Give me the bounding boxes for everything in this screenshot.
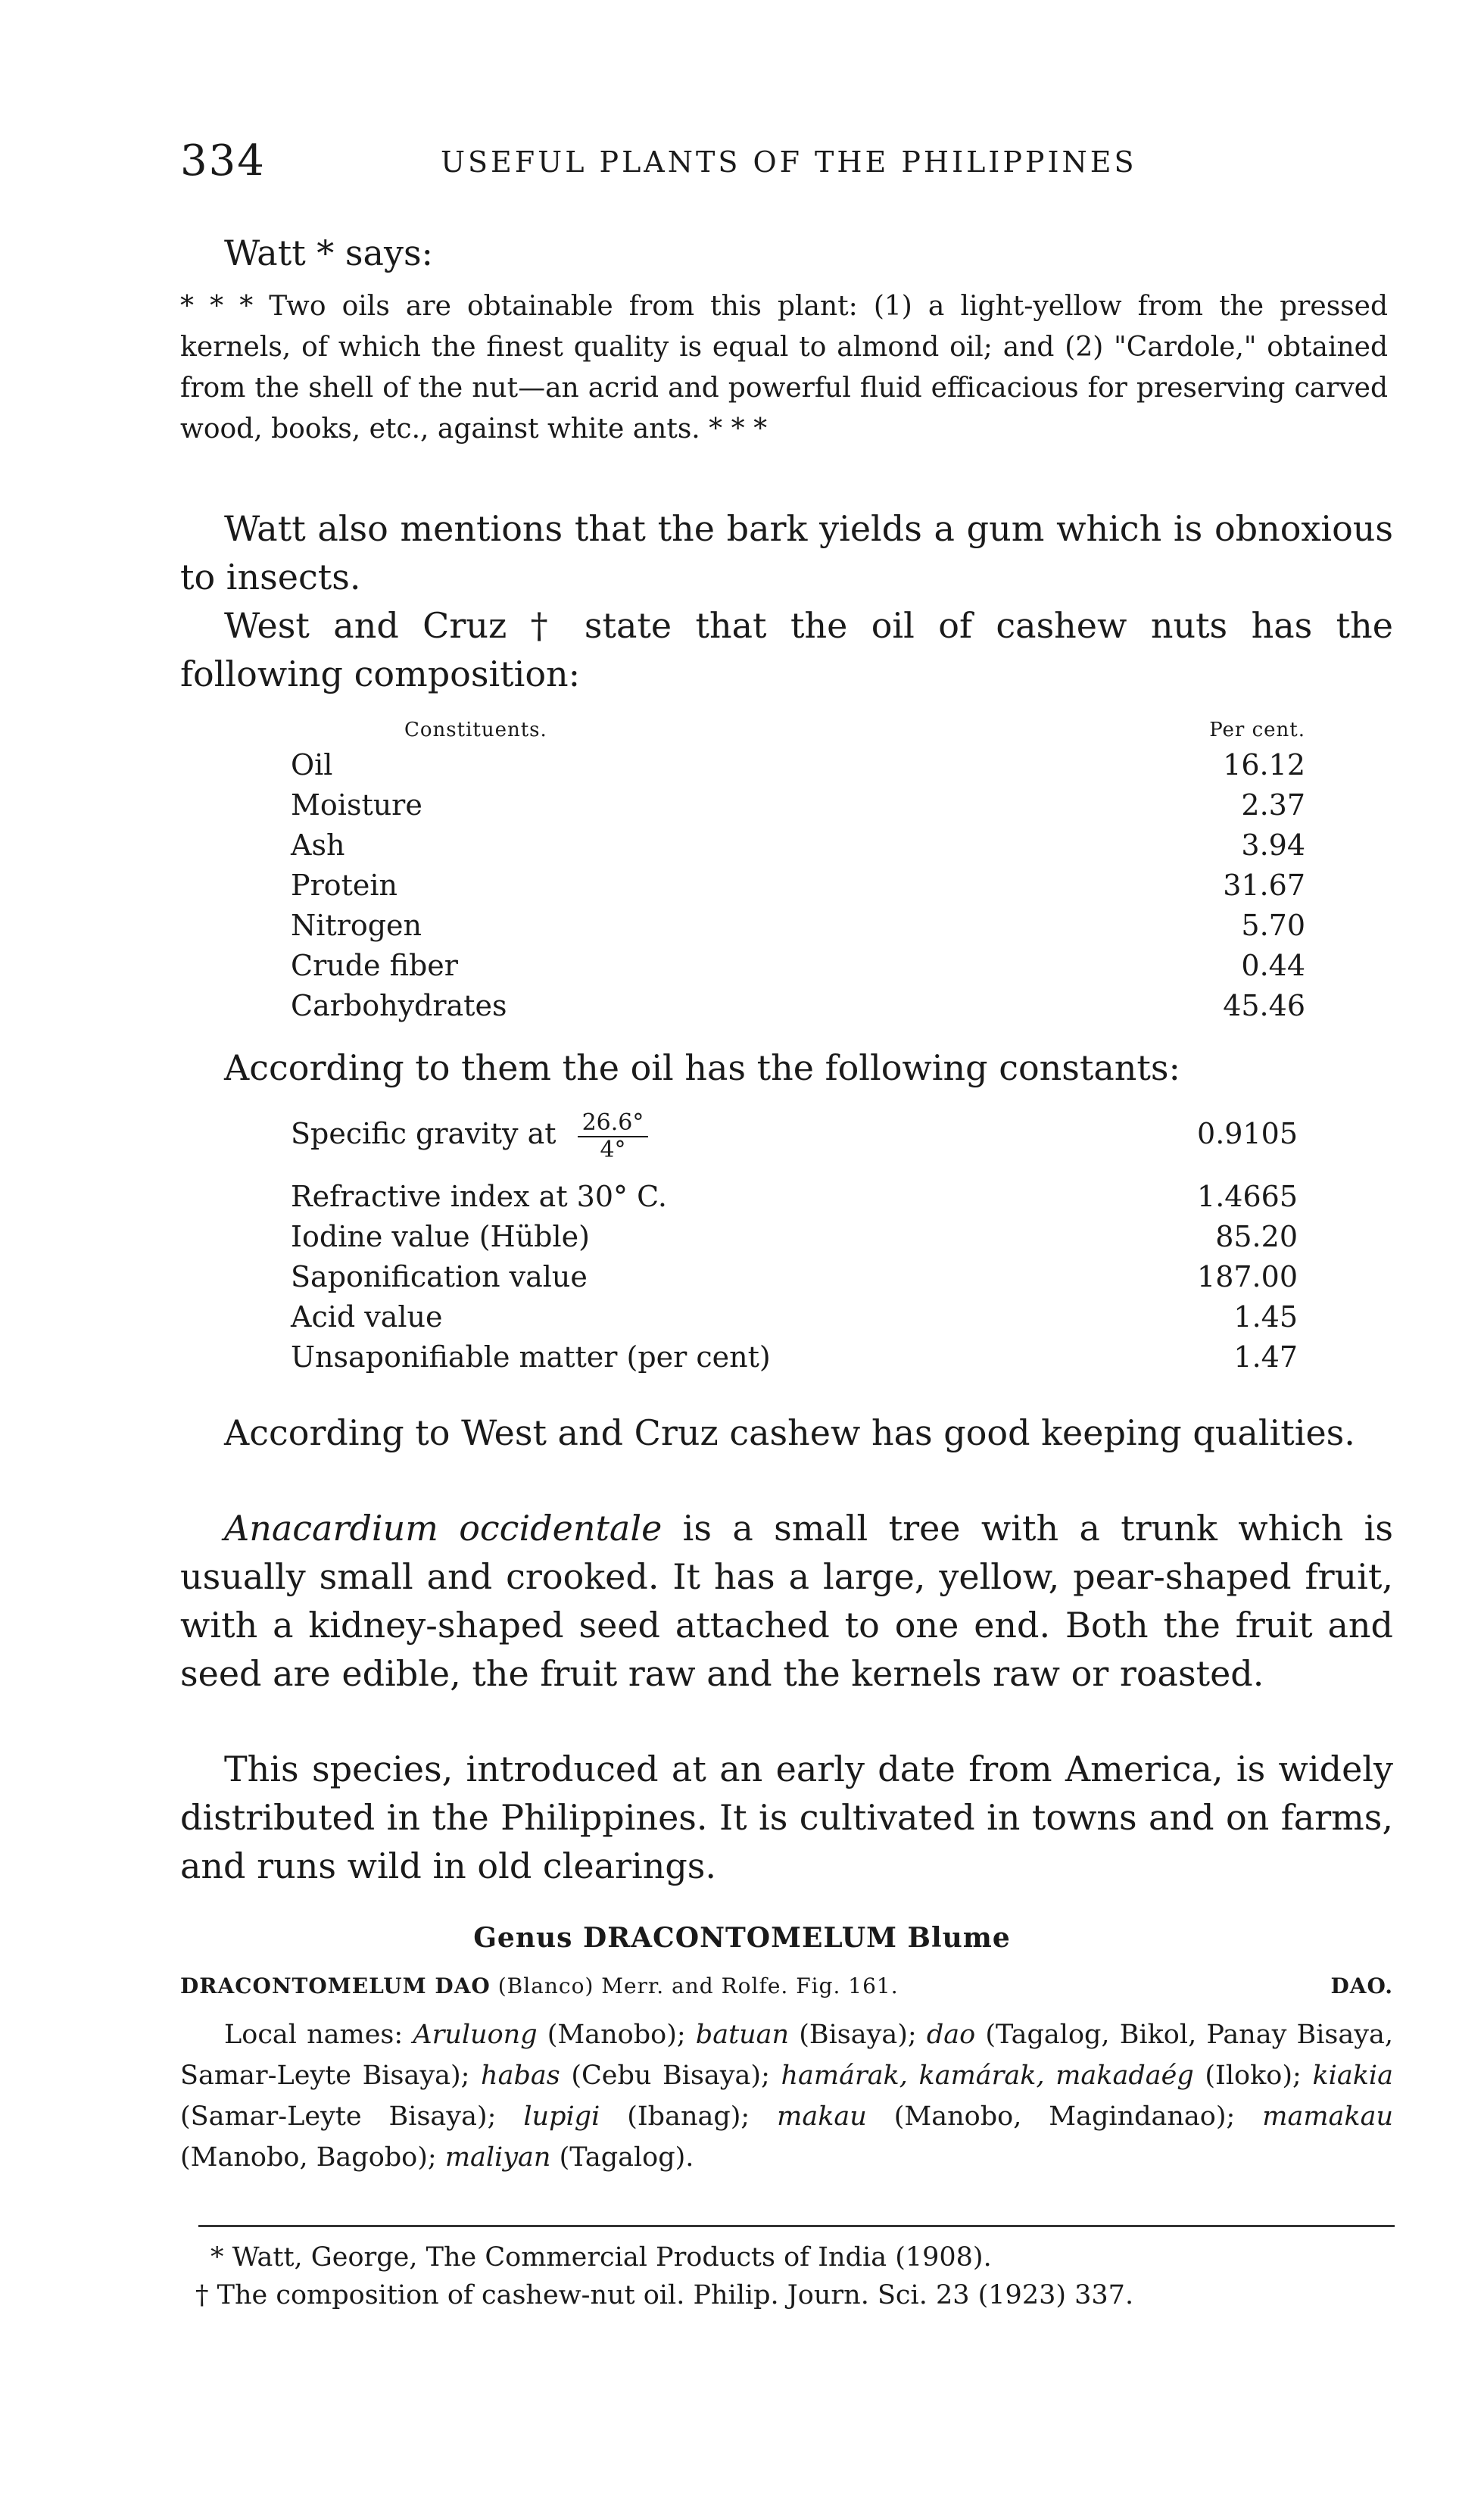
species-entry <box>180 1973 1393 1998</box>
composition-table <box>291 715 1305 1026</box>
local-name-region: (Ibanag); <box>600 2101 778 2132</box>
constants-name: Refractive index at 30° C. <box>291 1179 667 1213</box>
composition-value: 0.44 <box>1241 949 1305 982</box>
local-name: batuan <box>695 2020 790 2050</box>
composition-value: 45.46 <box>1223 989 1305 1022</box>
local-name-region: (Manobo, Magindanao); <box>866 2101 1263 2132</box>
constants-value: 1.47 <box>1233 1340 1298 1374</box>
constants-row <box>291 1297 1298 1337</box>
paragraph-constants: According to them the oil has the following constants: <box>224 1047 1181 1088</box>
constants-name: Saponification value <box>291 1259 588 1293</box>
constants-row <box>291 1217 1298 1257</box>
local-name-region: (Samar-Leyte Bisaya); <box>180 2101 524 2132</box>
species-short-name: DAO. <box>1330 1973 1393 1998</box>
local-name-region: (Bisaya); <box>789 2020 927 2050</box>
composition-name: Crude fiber <box>291 949 458 982</box>
gravity-numerator: 26.6° <box>578 1110 649 1137</box>
local-name: kiakia <box>1312 2061 1393 2091</box>
composition-row <box>291 986 1305 1026</box>
local-name-region: (Cebu Bisaya); <box>560 2061 781 2091</box>
composition-rows <box>291 745 1305 1026</box>
composition-row <box>291 906 1305 946</box>
paragraph-bark: Watt also mentions that the bark yields a gum which is obnoxious to insects. <box>180 508 1393 597</box>
composition-row <box>291 866 1305 906</box>
constants-value: 1.4665 <box>1197 1179 1298 1213</box>
local-name: dao <box>926 2020 976 2050</box>
gravity-denominator: 4° <box>600 1136 626 1163</box>
composition-name: Oil <box>291 748 333 782</box>
local-name: Aruluong <box>413 2020 538 2050</box>
local-names-label: Local names: <box>224 2020 413 2050</box>
local-name: lupigi <box>523 2101 600 2132</box>
constants-row <box>291 1337 1298 1377</box>
paragraph-composition: West and Cruz † state that the oil of cashew nuts has the following composition: <box>180 605 1393 694</box>
constants-row <box>291 1177 1298 1217</box>
constants-value: 85.20 <box>1215 1219 1298 1253</box>
running-title: USEFUL PLANTS OF THE PHILIPPINES <box>441 145 1137 179</box>
local-name-region: (Tagalog, Bikol, Panay Bisaya, Samar-Leyte Bisaya); <box>180 2020 1394 2091</box>
gravity-label: Specific gravity at <box>291 1117 556 1150</box>
composition-row <box>291 946 1305 986</box>
constants-name: Iodine value (Hüble) <box>291 1219 590 1253</box>
local-name-region: (Manobo, Bagobo); <box>180 2142 445 2173</box>
constants-name: Acid value <box>291 1299 443 1334</box>
composition-header <box>291 715 1305 745</box>
local-name: mamakau <box>1262 2101 1393 2132</box>
constants-name: Unsaponifiable matter (per cent) <box>291 1340 771 1374</box>
composition-name: Protein <box>291 869 398 902</box>
footnote-watt: * Watt, George, The Commercial Products of India (1908). <box>210 2242 992 2273</box>
gravity-fraction <box>578 1110 649 1163</box>
species-authority: (Blanco) Merr. and Rolfe. Fig. 161. <box>497 1973 899 1998</box>
footnote-west-cruz: † The composition of cashew-nut oil. Philip. Journ. Sci. 23 (1923) 337. <box>195 2280 1134 2310</box>
local-name-region: (Iloko); <box>1193 2061 1313 2091</box>
local-names <box>180 2014 1393 2178</box>
local-name: habas <box>481 2061 560 2091</box>
local-name: maliyan <box>444 2142 551 2173</box>
composition-value: 2.37 <box>1241 788 1305 822</box>
composition-name: Ash <box>291 828 345 862</box>
paragraph-keeping: According to West and Cruz cashew has good keeping qualities. <box>224 1412 1355 1453</box>
gravity-value: 0.9105 <box>1197 1117 1298 1150</box>
paragraph-distribution: This species, introduced at an early date from America, is widely distributed in the Philippines. It is cultivated in towns and on farms, and runs wild in old clearings. <box>180 1749 1393 1886</box>
percent-header: Per cent. <box>1209 719 1305 741</box>
constants-rows <box>291 1177 1298 1377</box>
genus-heading: Genus DRACONTOMELUM Blume <box>473 1922 1011 1954</box>
composition-value: 16.12 <box>1223 748 1305 782</box>
local-name-region: (Tagalog). <box>550 2142 694 2173</box>
local-name-region: (Manobo); <box>537 2020 696 2050</box>
composition-name: Nitrogen <box>291 909 422 942</box>
constituents-header: Constituents. <box>404 719 547 741</box>
composition-value: 31.67 <box>1223 869 1305 902</box>
paragraph-species: Anacardium occidentale is a small tree with a trunk which is usually small and crooked. It has a large, yellow, pear-shaped fruit, with a kidney-shaped seed attached to one end. Both the fruit and seed are edible, the fruit raw and the kernels raw or roasted. <box>180 1508 1393 1694</box>
watt-quote: * * * Two oils are obtainable from this plant: (1) a light-yellow from the pressed kernels, of which the finest quality is equal to almond oil; and (2) "Cardole," obtained from the shell of the nut—an acrid and powerful fluid efficacious for preserving carved wood, books, etc., against white ants. * * * <box>180 291 1388 445</box>
constants-value: 1.45 <box>1233 1299 1298 1334</box>
composition-value: 5.70 <box>1241 909 1305 942</box>
composition-row <box>291 825 1305 866</box>
constants-table <box>291 1107 1298 1377</box>
composition-value: 3.94 <box>1241 828 1305 862</box>
intro-line: Watt * says: <box>224 232 434 273</box>
page-number: 334 <box>180 136 266 186</box>
composition-row <box>291 785 1305 825</box>
footnote-rule <box>198 2225 1395 2227</box>
species-name: DRACONTOMELUM DAO <box>180 1973 491 1998</box>
constants-row <box>291 1257 1298 1297</box>
local-name: hamárak, kamárak, makadaég <box>781 2061 1194 2091</box>
species-latin-name: Anacardium occidentale <box>224 1508 662 1549</box>
composition-name: Moisture <box>291 788 422 822</box>
composition-name: Carbohydrates <box>291 989 507 1022</box>
local-name: makau <box>777 2101 867 2132</box>
composition-row <box>291 745 1305 785</box>
specific-gravity-row <box>291 1107 1298 1163</box>
constants-value: 187.00 <box>1197 1259 1298 1293</box>
